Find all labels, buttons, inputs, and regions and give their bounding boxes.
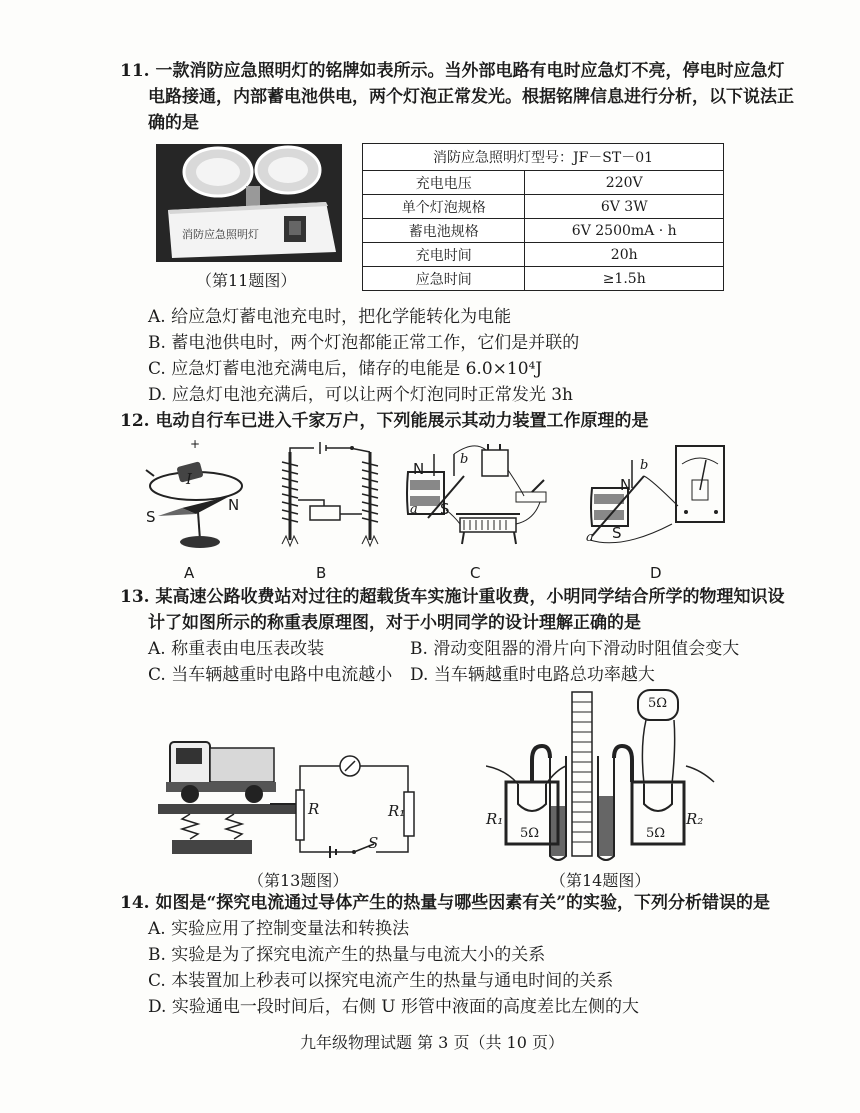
q11-caption: （第11题图） xyxy=(196,271,297,290)
q12-figure-c xyxy=(404,440,554,555)
q12-stem: 12. 电动自行车已进入千家万户，下列能展示其动力装置工作原理的是 xyxy=(120,411,649,431)
q13-option-b: B. 滑动变阻器的滑片向下滑动时阻值会变大 xyxy=(410,639,740,659)
table-row: 单个灯泡规格 6V 3W xyxy=(363,195,724,219)
q11-option-d: D. 应急灯电池充满后，可以让两个灯泡同时正常发光 3h xyxy=(148,385,573,405)
q14-option-d: D. 实验通电一段时间后，右侧 U 形管中液面的高度差比左侧的大 xyxy=(148,997,639,1017)
q12-label-d: D xyxy=(650,564,662,582)
fig-d-north: N xyxy=(620,476,632,494)
nameplate-table xyxy=(362,143,724,291)
fig-a-north: N xyxy=(228,496,240,514)
q13-label-s: S xyxy=(368,834,379,852)
fig-d-b: b xyxy=(640,458,649,473)
page-footer: 九年级物理试题 第 3 页（共 10 页） xyxy=(300,1033,564,1052)
q13-option-c: C. 当车辆越重时电路中电流越小 xyxy=(148,665,393,685)
table-header: 消防应急照明灯型号：JF－ST－01 xyxy=(363,144,724,171)
q12-label-a: A xyxy=(184,564,195,582)
q12-figure-b xyxy=(270,440,390,555)
q13-figure xyxy=(150,726,430,866)
q14-option-c: C. 本装置加上秒表可以探究电流产生的热量与通电时间的关系 xyxy=(148,971,614,991)
q13-option-d: D. 当车辆越重时电路总功率越大 xyxy=(410,665,655,685)
q11-stem-line1: 11. 一款消防应急照明灯的铭牌如表所示。当外部电路有电时应急灯不亮，停电时应急灯 xyxy=(120,61,785,81)
q14-caption: （第14题图） xyxy=(550,871,651,890)
fig-c-south: S xyxy=(440,500,450,518)
table-row: 充电电压 220V xyxy=(363,171,724,195)
q14-right-resistor: 5Ω xyxy=(646,826,666,841)
fig-d-a: a xyxy=(586,530,594,545)
table-row: 蓄电池规格 6V 2500mA · h xyxy=(363,219,724,243)
q11-option-b: B. 蓄电池供电时，两个灯泡都能正常工作，它们是并联的 xyxy=(148,333,580,353)
q12-figure-a xyxy=(138,436,258,556)
q13-label-r1: R₁ xyxy=(388,802,406,820)
table-row: 应急时间 ≥1.5h xyxy=(363,267,724,291)
photo-box-label: 消防应急照明灯 xyxy=(182,228,259,241)
q13-stem-line1: 13. 某高速公路收费站对过往的超载货车实施计重收费，小明同学结合所学的物理知识设 xyxy=(120,587,785,607)
table-row: 充电时间 20h xyxy=(363,243,724,267)
q13-option-a: A. 称重表由电压表改装 xyxy=(148,639,325,659)
q11-option-a: A. 给应急灯蓄电池充电时，把化学能转化为电能 xyxy=(148,307,512,327)
q14-option-a: A. 实验应用了控制变量法和转换法 xyxy=(148,919,410,939)
q12-figure-d xyxy=(582,440,732,550)
q14-label-r1: R₁ xyxy=(486,810,504,828)
fig-a-plus: + xyxy=(190,437,201,451)
emergency-light-photo xyxy=(156,144,342,262)
fig-a-south: S xyxy=(146,508,156,526)
fig-a-current: I xyxy=(186,470,192,488)
fig-d-south: S xyxy=(612,524,622,542)
q14-top-resistor: 5Ω xyxy=(648,696,668,711)
q13-label-r: R xyxy=(308,800,320,818)
q12-label-c: C xyxy=(470,564,481,582)
q14-stem: 14. 如图是“探究电流通过导体产生的热量与哪些因素有关”的实验，下列分析错误的是 xyxy=(120,893,771,913)
fig-c-a: a xyxy=(410,502,418,517)
q14-label-r2: R₂ xyxy=(686,810,704,828)
fig-c-north: N xyxy=(413,460,425,478)
q13-stem-line2: 计了如图所示的称重表原理图，对于小明同学的设计理解正确的是 xyxy=(148,613,641,633)
q13-caption: （第13题图） xyxy=(248,871,349,890)
fig-c-b: b xyxy=(460,452,469,467)
q14-option-b: B. 实验是为了探究电流产生的热量与电流大小的关系 xyxy=(148,945,546,965)
q14-left-resistor: 5Ω xyxy=(520,826,540,841)
q11-stem-line3: 确的是 xyxy=(148,113,199,133)
q11-stem-line2: 电路接通，内部蓄电池供电，两个灯泡正常发光。根据铭牌信息进行分析，以下说法正 xyxy=(148,87,794,107)
q11-option-c: C. 应急灯蓄电池充满电后，储存的电能是 6.0×10⁴J xyxy=(148,359,543,379)
q12-label-b: B xyxy=(316,564,327,582)
